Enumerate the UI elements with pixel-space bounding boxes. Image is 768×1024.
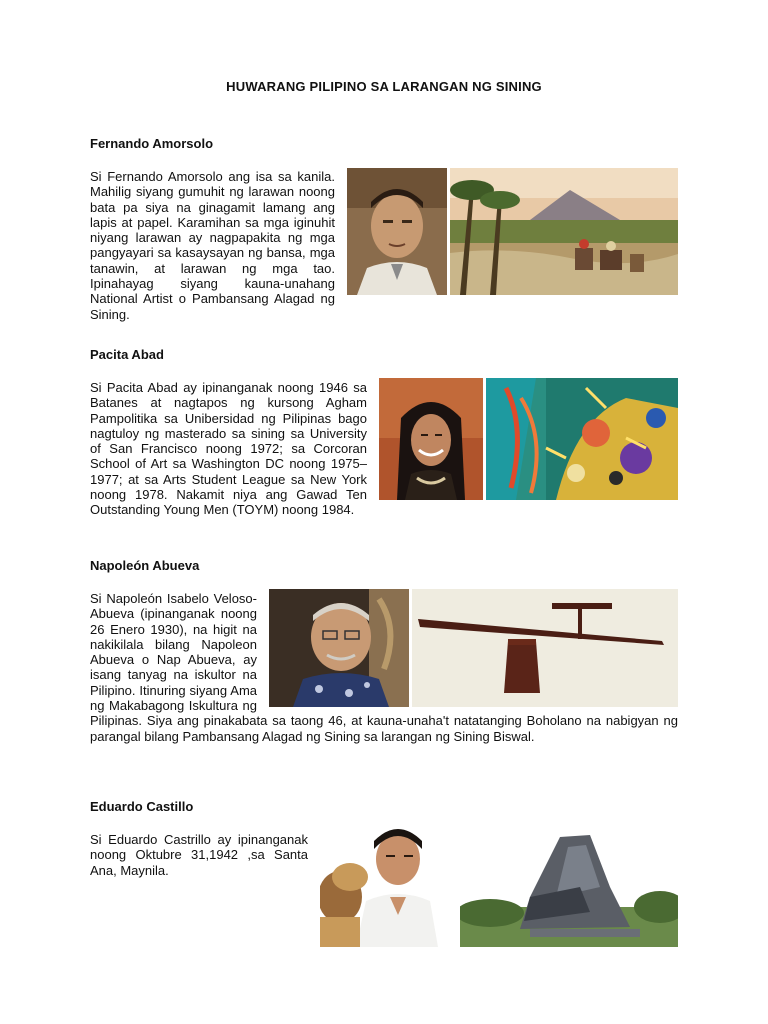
- painting-image: [450, 168, 678, 295]
- artist-bio: Si Napoleón Isabelo Veloso-Abueva (ipinanganak noong 26 Enero 1930), na higit na nakikilala bilang Napoleon Abueva o Nap Abueva, ay isang tanyag na iskultor na Pilipino. Itinuring siyang Ama ng Makabagong Iskultura ng Pilipinas. Siya ang pinakabata sa taong 46, at kauna-unaha't natatanging Boholano na nabigyan ng parangal bilang Pambansang Alagad ng Sining sa larangan ng Sining Biswal.: [90, 591, 678, 744]
- portrait-photo: [320, 817, 448, 947]
- section-eduardo-castillo: [90, 799, 678, 947]
- section-fernando-amorsolo: [90, 136, 678, 322]
- section-pacita-abad: [90, 347, 678, 518]
- artist-name: Eduardo Castillo: [90, 799, 194, 814]
- artist-bio: Si Eduardo Castrillo ay ipinanganak noong Oktubre 31,1942 ,sa Santa Ana, Maynila.: [90, 832, 308, 878]
- artist-images: [347, 168, 678, 295]
- portrait-photo: [379, 378, 483, 500]
- artist-bio: Si Fernando Amorsolo ang isa sa kanila. Mahilig siyang gumuhit ng larawan noong bata pa siya na ginagamit lamang ang lapis at papel. Karamihan sa mga iginuhit niyang larawan ay nagpapakita ng mga pangyayari sa kasaysayan ng bansa, mga tanawin, at larawan ng mga tao. Ipinahayag siyang kauna-unahang National Artist o Pambansang Alagad ng Sining.: [90, 169, 335, 322]
- section-napoleon-abueva: [90, 558, 678, 744]
- portrait-photo: [269, 589, 409, 707]
- artist-name: Fernando Amorsolo: [90, 136, 214, 151]
- artist-images: [379, 378, 678, 500]
- artist-bio: Si Pacita Abad ay ipinanganak noong 1946 sa Batanes at nagtapos ng kursong Agham Pampolitika sa Unibersidad ng Pilipinas bago nagtuloy ng masterado sa sining sa University of San Francisco noong 1972; sa Corcoran School of Art sa Washington DC noong 1975–1977; at sa Arts Student League sa New York noong 1978. Nakamit niya ang Gawad Ten Outstanding Young Men (TOYM) noong 1984.: [90, 380, 367, 518]
- artist-images: [269, 589, 678, 707]
- artist-images: [320, 817, 678, 947]
- artist-name: Napoleón Abueva: [90, 558, 200, 573]
- sculpture-image: [412, 589, 678, 707]
- artist-name: Pacita Abad: [90, 347, 164, 362]
- page-title: HUWARANG PILIPINO SA LARANGAN NG SINING: [226, 79, 542, 94]
- sculpture-image: [460, 817, 678, 947]
- portrait-photo: [347, 168, 447, 295]
- painting-image: [486, 378, 678, 500]
